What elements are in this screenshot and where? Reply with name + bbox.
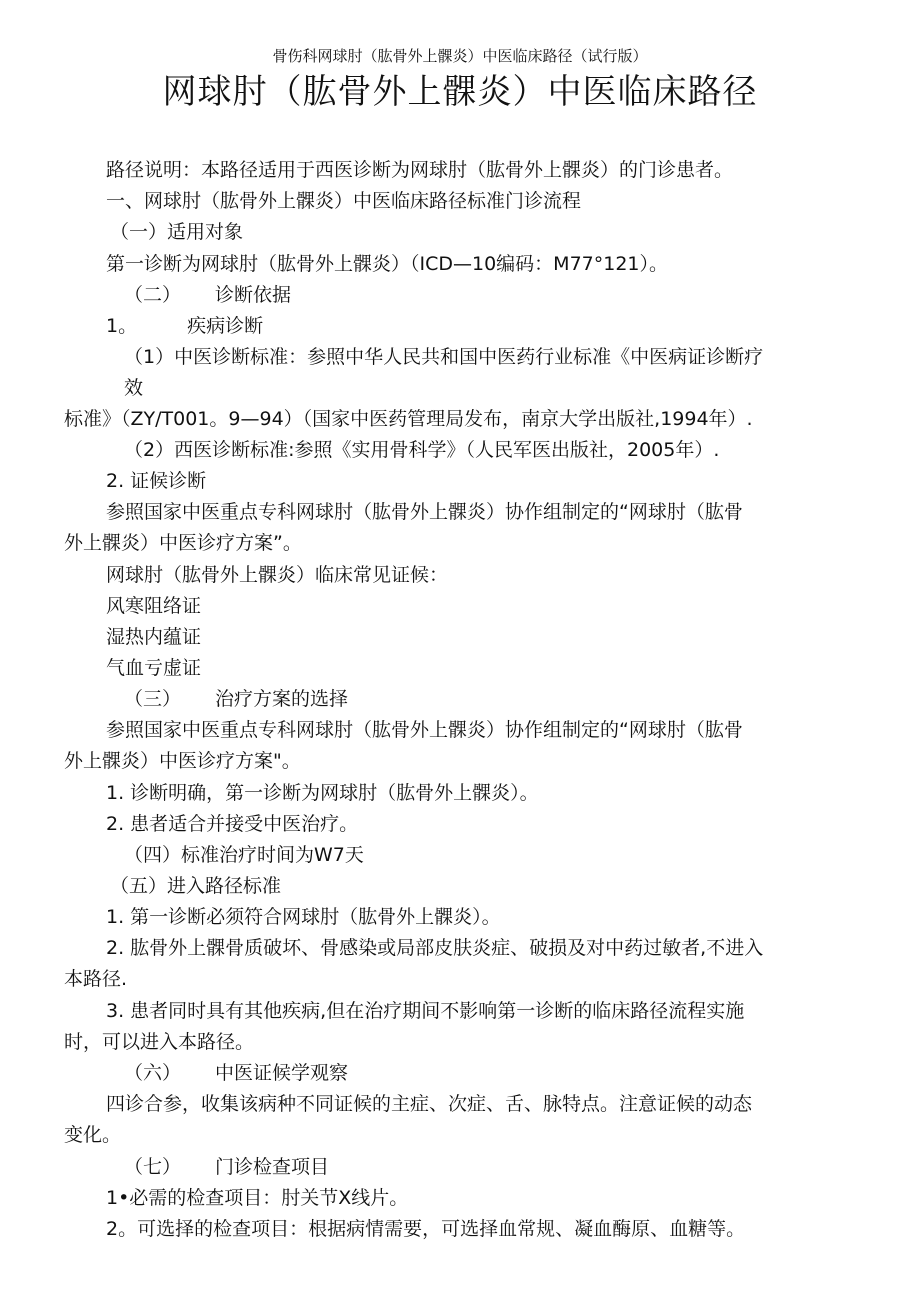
paragraph-reference-cont: 外上髁炎）中医诊疗方案"。	[64, 750, 301, 772]
running-header: 骨伤科网球肘（肱骨外上髁炎）中医临床路径（试行版）	[272, 47, 648, 65]
paragraph-first-diagnosis: 第一诊断为网球肘（肱骨外上髁炎）（ICD—10编码：M77°121）。	[106, 253, 669, 275]
subsection-heading-6	[124, 1059, 348, 1087]
subsection-number: （六）	[124, 1062, 182, 1084]
item-heading	[106, 312, 263, 340]
item-title: 疾病诊断	[187, 315, 264, 337]
list-item: 2. 肱骨外上髁骨质破坏、骨感染或局部皮肤炎症、破损及对中药过敏者,不进入	[106, 937, 764, 959]
paragraph-tcm-standard-cont: 效	[124, 377, 144, 399]
subsection-title: 治疗方案的选择	[215, 688, 349, 710]
subsection-number: （三）	[124, 688, 182, 710]
list-item: 3. 患者同时具有其他疾病,但在治疗期间不影响第一诊断的临床路径流程实施	[106, 1000, 745, 1022]
paragraph-reference-cont: 外上髁炎）中医诊疗方案”。	[64, 532, 302, 554]
path-description: 路径说明：本路径适用于西医诊断为网球肘（肱骨外上髁炎）的门诊患者。	[106, 159, 734, 181]
paragraph-observation: 四诊合参，收集该病种不同证候的主症、次症、舌、脉特点。注意证候的动态	[106, 1093, 753, 1115]
list-item: 2. 患者适合并接受中医治疗。	[106, 813, 359, 835]
list-item: 1•必需的检查项目：肘关节X线片。	[106, 1187, 409, 1209]
list-item: 1. 第一诊断必须符合网球肘（肱骨外上髁炎）。	[106, 906, 501, 928]
list-item-cont: 本路径.	[64, 968, 128, 990]
subsection-number: （二）	[124, 284, 182, 306]
paragraph-tcm-standard-cont2: 标准》（ZY/T001。9—94）（国家中医药管理局发布，南京大学出版社,1994年）.	[64, 408, 753, 430]
subsection-heading-2	[124, 281, 291, 309]
subsection-number: （七）	[124, 1156, 182, 1178]
paragraph-observation-cont: 变化。	[64, 1124, 122, 1146]
document-title: 网球肘（肱骨外上髁炎）中医临床路径	[162, 72, 758, 112]
paragraph-syndromes-intro: 网球肘（肱骨外上髁炎）临床常见证候：	[106, 564, 449, 586]
paragraph-tcm-standard: （1）中医诊断标准：参照中华人民共和国中医药行业标准《中医病证诊断疗	[124, 346, 764, 368]
list-item-cont: 时，可以进入本路径。	[64, 1031, 255, 1053]
list-item: 2。可选择的检查项目：根据病情需要，可选择血常规、凝血酶原、血糖等。	[106, 1218, 746, 1240]
item-heading: 2. 证候诊断	[106, 470, 207, 492]
subsection-heading-1: （一）适用对象	[110, 221, 244, 243]
subsection-heading-3	[124, 685, 348, 713]
paragraph-western-standard: （2）西医诊断标准:参照《实用骨科学》（人民军医出版社，2005年）.	[124, 439, 720, 461]
list-item: 1. 诊断明确，第一诊断为网球肘（肱骨外上髁炎）。	[106, 782, 539, 804]
syndrome-item: 湿热内蕴证	[106, 626, 202, 648]
paragraph-reference: 参照国家中医重点专科网球肘（肱骨外上髁炎）协作组制定的“网球肘（肱骨	[106, 719, 743, 741]
subsection-heading-7	[124, 1153, 329, 1181]
syndrome-item: 气血亏虚证	[106, 657, 202, 679]
subsection-heading-4: （四）标准治疗时间为W7天	[124, 844, 364, 866]
paragraph-reference: 参照国家中医重点专科网球肘（肱骨外上髁炎）协作组制定的“网球肘（肱骨	[106, 501, 743, 523]
subsection-title: 诊断依据	[215, 284, 292, 306]
subsection-title: 门诊检查项目	[215, 1156, 330, 1178]
subsection-title: 中医证候学观察	[215, 1062, 349, 1084]
item-number: 1。	[106, 315, 138, 337]
section-heading-1: 一、网球肘（肱骨外上髁炎）中医临床路径标准门诊流程	[106, 190, 582, 212]
syndrome-item: 风寒阻络证	[106, 595, 202, 617]
subsection-heading-5: （五）进入路径标准	[110, 875, 282, 897]
